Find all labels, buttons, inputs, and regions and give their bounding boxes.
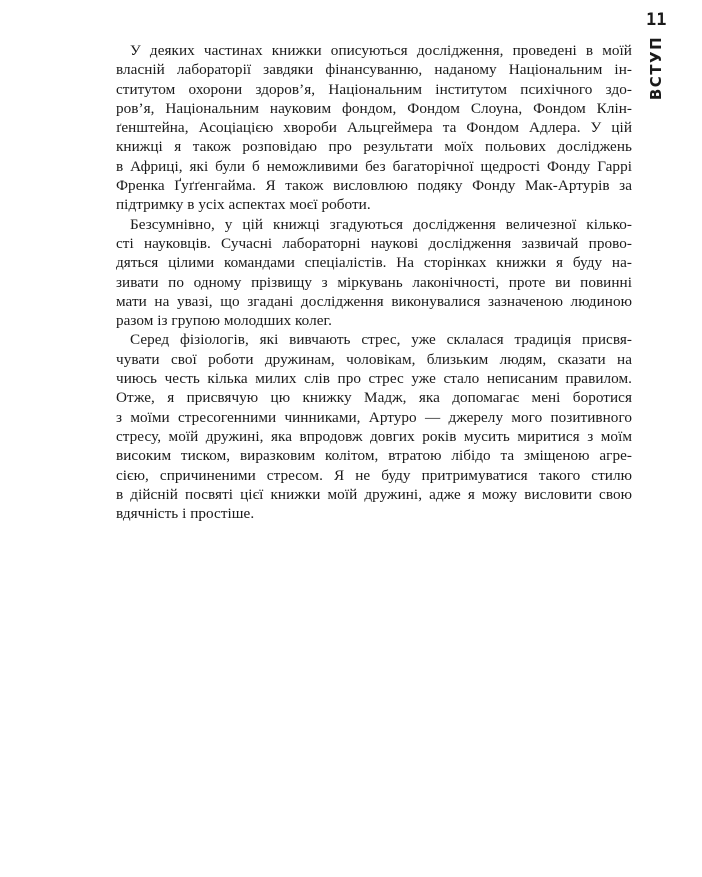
text-line: вдячність і простіше. bbox=[116, 505, 255, 523]
text-line: разом із групою молодших колег. bbox=[116, 312, 332, 330]
text-line: Отже, я присвячую цю книжку Мадж, яка допомагає мені боротися bbox=[116, 389, 632, 407]
text-line: сті науковців. Сучасні лабораторні наукові дослідження зазвичай прово- bbox=[116, 234, 632, 252]
paragraph-researchers bbox=[116, 215, 632, 331]
text-line: Френка Ґуґґенгайма. Я також висловлюю подяку Фонду Мак-Артурів за bbox=[116, 177, 632, 195]
text-line: Серед фізіологів, які вивчають стрес, уже склалася традиція присвя- bbox=[130, 331, 632, 349]
text-line: в дійсній посвяті цієї книжки моїй дружині, адже я можу висловити свою bbox=[116, 485, 632, 503]
text-line: чувати свої роботи дружинам, чоловікам, близьким людям, сказати на bbox=[116, 350, 632, 368]
text-line: зивати по одному прізвищу з міркувань лаконічності, проте ви повинні bbox=[116, 273, 632, 291]
paragraph-funding bbox=[116, 41, 632, 215]
text-line: власній лабораторії завдяки фінансуванню, наданому Національним ін- bbox=[116, 61, 632, 79]
text-line: з моїми стресогенними чинниками, Артуро — джерелу мого позитивного bbox=[116, 408, 632, 426]
text-line: сією, спричиненими стресом. Я не буду притримуватися такого стилю bbox=[116, 466, 632, 484]
text-line: ров’я, Національним науковим фондом, Фондом Слоуна, Фондом Клін- bbox=[116, 99, 632, 117]
text-line: підтримку в усіх аспектах моєї роботи. bbox=[116, 196, 371, 214]
text-line: дяться цілими командами спеціалістів. На сторінках книжки я буду на- bbox=[116, 254, 632, 272]
text-line: високим тиском, виразковим колітом, втратою лібідо та зміщеною агре- bbox=[116, 447, 632, 465]
text-line: стресу, моїй дружині, яка впродовж довгих років мусить миритися з моїм bbox=[116, 427, 632, 445]
page-number: 11 bbox=[646, 10, 667, 30]
paragraph-dedication bbox=[116, 330, 632, 523]
text-line: чиюсь честь кілька милих слів про стрес уже стало неписаним правилом. bbox=[116, 370, 632, 388]
text-line: мати на увазі, що згадані дослідження виконувалися зазначеною людиною bbox=[116, 292, 632, 310]
text-line: ститутом охорони здоров’я, Національним інститутом психічного здо- bbox=[116, 80, 632, 98]
body-text bbox=[116, 41, 632, 523]
text-line: книжці я також розповідаю про результати моїх польових досліджень bbox=[116, 138, 632, 156]
text-line: ґенштейна, Асоціацією хвороби Альцгеймера та Фондом Адлера. У цій bbox=[116, 119, 632, 137]
text-line: У деяких частинах книжки описуються дослідження, проведені в моїй bbox=[130, 42, 632, 59]
text-line: Безсумнівно, у цій книжці згадуються дослідження величезної кілько- bbox=[130, 215, 632, 233]
text-line: в Африці, які були б неможливими без багаторічної щедрості Фонду Гаррі bbox=[116, 157, 632, 175]
running-head: ВСТУП bbox=[647, 35, 665, 101]
